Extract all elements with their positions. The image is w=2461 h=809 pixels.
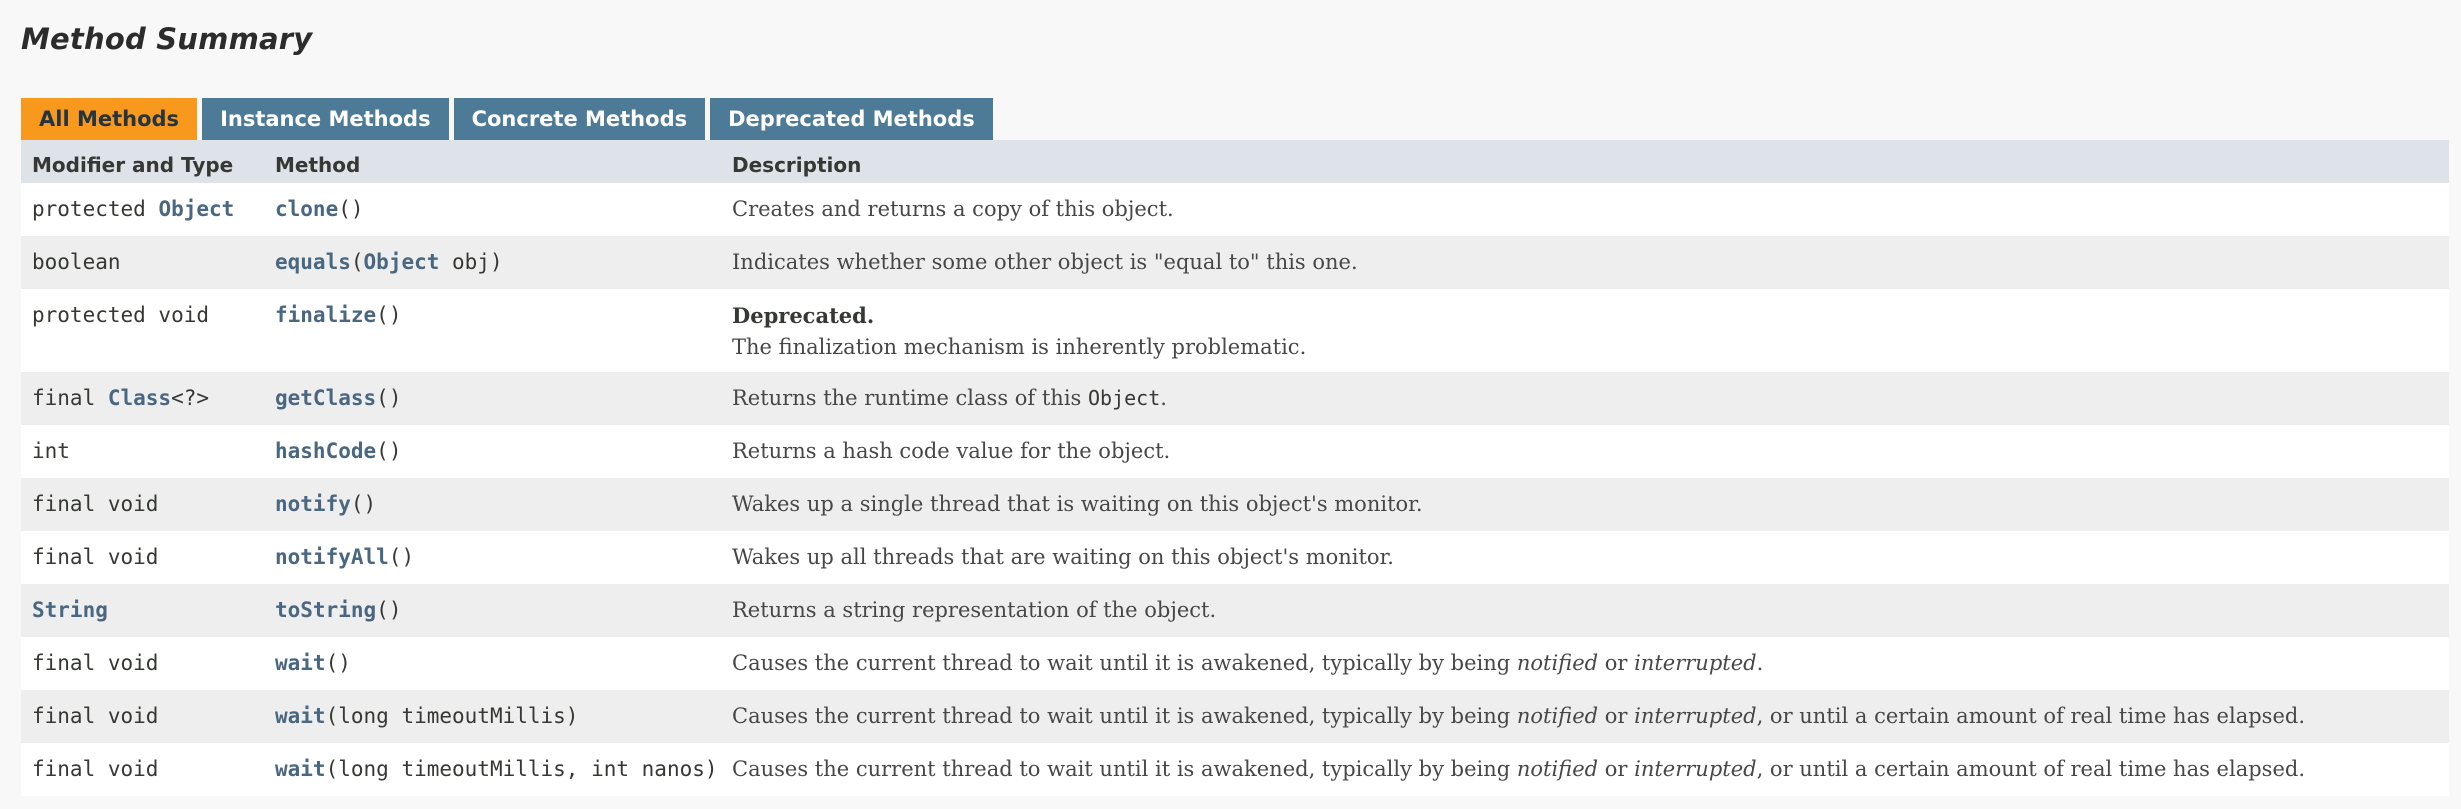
description-end: , or until a certain amount of real time has elapsed. (1756, 704, 2305, 728)
description-cell: Returns a hash code value for the object. (732, 439, 1171, 463)
modifier-text: protected (32, 197, 159, 221)
method-params: ) (388, 303, 402, 327)
modifier-cell: final void (32, 651, 159, 675)
table-row (21, 236, 2449, 289)
table-header-row (21, 140, 2449, 183)
method-link[interactable]: notifyAll (275, 545, 389, 569)
type-link[interactable]: Class (107, 386, 172, 410)
method-cell (275, 386, 401, 410)
type-link[interactable]: String (32, 598, 108, 622)
description-cell: Wakes up a single thread that is waiting on this object's monitor. (732, 492, 1423, 516)
method-link[interactable]: wait (275, 757, 326, 781)
table-row (21, 690, 2449, 743)
description-or: or (1598, 757, 1635, 781)
method-link[interactable]: notify (275, 492, 351, 516)
table-row (21, 289, 2449, 372)
method-params: obj) (439, 250, 503, 274)
method-cell (275, 704, 578, 728)
description-em-interrupted: interrupted (1634, 704, 1757, 728)
deprecation-note: The finalization mechanism is inherently problematic. (732, 335, 1307, 359)
tab-instance-methods[interactable]: Instance Methods (202, 98, 449, 140)
tab-deprecated-methods[interactable]: Deprecated Methods (710, 98, 993, 140)
method-link[interactable]: hashCode (275, 439, 377, 463)
description-cell: Creates and returns a copy of this object. (732, 197, 1174, 221)
method-cell (275, 545, 414, 569)
modifier-text: final (32, 386, 108, 410)
method-link[interactable]: toString (275, 598, 377, 622)
table-row (21, 183, 2449, 236)
type-link[interactable]: Object (158, 197, 235, 221)
header-method: Method (275, 153, 361, 177)
method-link[interactable]: getClass (275, 386, 377, 410)
description-em-interrupted: interrupted (1634, 651, 1757, 675)
header-modifier: Modifier and Type (32, 153, 234, 177)
description-end: , or until a certain amount of real time has elapsed. (1756, 757, 2305, 781)
modifier-cell: final void (32, 704, 159, 728)
modifier-cell: protected void (32, 303, 210, 327)
modifier-cell: boolean (32, 250, 121, 274)
table-row (21, 531, 2449, 584)
table-row (21, 478, 2449, 531)
method-params: ) (388, 598, 402, 622)
description-cell: Returns a string representation of the object. (732, 598, 1217, 622)
description-or: or (1598, 704, 1635, 728)
description-em-notified: notified (1516, 704, 1599, 728)
method-link[interactable]: finalize (275, 303, 377, 327)
description-text: Causes the current thread to wait until it is awakened, typically by being (732, 757, 1517, 781)
method-cell (275, 492, 376, 516)
method-params-open: ( (376, 598, 389, 622)
description-em-notified: notified (1516, 757, 1599, 781)
table-row (21, 584, 2449, 637)
method-params: ) (350, 197, 364, 221)
description-end: . (1160, 386, 1167, 410)
method-tabs (21, 98, 998, 140)
description-text: Causes the current thread to wait until it is awakened, typically by being (732, 651, 1517, 675)
table-row (21, 425, 2449, 478)
modifier-cell (32, 197, 234, 221)
modifier-generic: <?> (171, 386, 210, 410)
modifier-cell: final void (32, 757, 159, 781)
description-cell: Wakes up all threads that are waiting on this object's monitor. (732, 545, 1394, 569)
method-params-open: ( (350, 492, 364, 516)
section-title: Method Summary (21, 22, 313, 56)
method-params: long timeoutMillis, int nanos) (338, 757, 718, 781)
method-cell (275, 598, 401, 622)
header-description: Description (732, 153, 862, 177)
description-cell: Indicates whether some other object is "equal to" this one. (732, 250, 1358, 274)
description-code: Object (1088, 386, 1161, 410)
method-link[interactable]: equals (275, 250, 351, 274)
method-params: ) (401, 545, 415, 569)
method-params-open: ( (338, 197, 351, 221)
method-params-open: ( (325, 651, 339, 675)
description-text: Causes the current thread to wait until it is awakened, typically by being (732, 704, 1517, 728)
description-em-interrupted: interrupted (1634, 757, 1757, 781)
description-cell (732, 651, 1763, 675)
description-or: or (1598, 651, 1635, 675)
method-params: ) (388, 386, 402, 410)
modifier-cell: int (32, 439, 70, 463)
method-params-open: ( (325, 757, 339, 781)
method-params-open: ( (388, 545, 402, 569)
table-row (21, 743, 2449, 796)
method-params-open: ( (376, 439, 389, 463)
description-cell (732, 704, 2305, 728)
modifier-cell: final void (32, 492, 159, 516)
method-summary-table (21, 140, 2449, 805)
modifier-cell (32, 598, 108, 622)
method-params-open: ( (325, 704, 339, 728)
tab-all-methods[interactable]: All Methods (21, 98, 197, 140)
table-row (21, 372, 2449, 425)
method-cell (275, 757, 718, 781)
method-link[interactable]: clone (275, 197, 339, 221)
description-text: Returns the runtime class of this (732, 386, 1088, 410)
description-cell (732, 386, 1167, 410)
description-cell (732, 303, 1306, 359)
method-params-open: ( (376, 386, 389, 410)
method-params-open: ( (376, 303, 389, 327)
table-row (21, 637, 2449, 690)
method-params: long timeoutMillis) (338, 704, 579, 728)
method-cell (275, 303, 401, 327)
method-cell (275, 439, 401, 463)
deprecated-label: Deprecated. (732, 303, 875, 328)
method-link[interactable]: wait (275, 651, 326, 675)
description-cell (732, 757, 2305, 781)
description-end: . (1756, 651, 1764, 675)
method-params: ) (338, 651, 351, 675)
method-params: ) (363, 492, 377, 516)
method-cell (275, 197, 364, 221)
method-params: ) (388, 439, 402, 463)
modifier-cell (32, 386, 209, 410)
method-cell (275, 250, 503, 274)
method-cell (275, 651, 351, 675)
param-type-link[interactable]: Object (363, 250, 440, 274)
tab-concrete-methods[interactable]: Concrete Methods (454, 98, 706, 140)
description-em-notified: notified (1516, 651, 1599, 675)
method-params-open: ( (350, 250, 364, 274)
method-link[interactable]: wait (275, 704, 326, 728)
modifier-cell: final void (32, 545, 159, 569)
